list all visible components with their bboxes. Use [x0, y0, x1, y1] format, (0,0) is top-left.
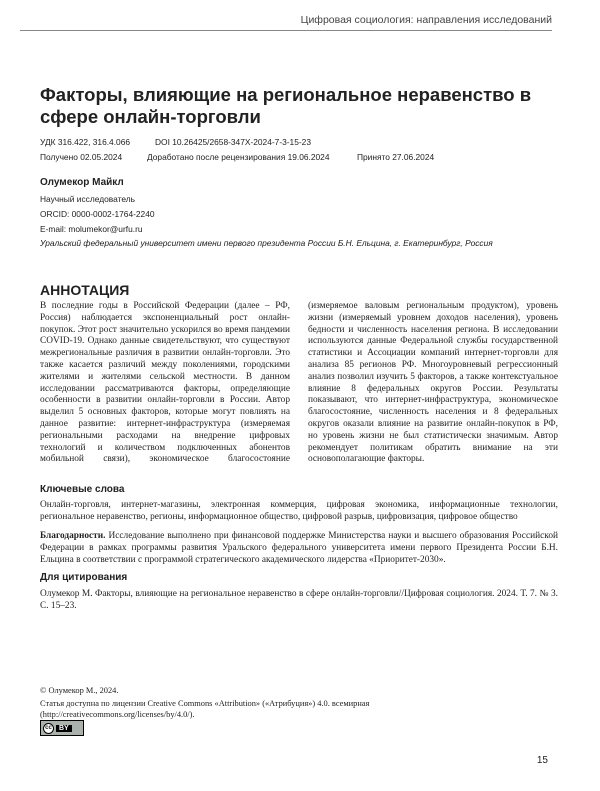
author-email: E-mail: molumekor@urfu.ru — [40, 224, 143, 234]
acknowledgment — [40, 530, 558, 566]
keywords-text: Онлайн-торговля, интернет-магазины, электронная коммерция, цифровая экономика, информационные технологии, региональное неравенство, регионы, информационное общество, цифровой разрыв, цифровизация, цифровое общество — [40, 500, 558, 522]
article-title: Факторы, влияющие на региональное неравенство в сфере онлайн-торговли — [40, 84, 532, 127]
acknowledgment-label: Благодарности. — [40, 531, 106, 541]
copyright: © Олумекор М., 2024. — [40, 686, 119, 695]
running-header: Цифровая социология: направления исследований — [20, 14, 552, 31]
author-name: Олумекор Майкл — [40, 177, 124, 188]
cc-by-license-badge[interactable] — [40, 720, 84, 736]
author-affiliation: Уральский федеральный университет имени первого президента России Б.Н. Ельцина, г. Екатеринбург, Россия — [40, 238, 493, 248]
page-number: 15 — [536, 755, 548, 766]
doi: DOI 10.26425/2658-347X-2024-7-3-15-23 — [155, 137, 311, 147]
cc-icon: cc — [43, 723, 54, 734]
abstract-heading: АННОТАЦИЯ — [40, 282, 130, 298]
license-text: Статья доступна по лицензии Creative Commons «Attribution» («Атрибуция») 4.0. всемирная (http://creativecommons.org/licenses/by/4.0/). — [40, 699, 370, 719]
author-position: Научный исследователь — [40, 194, 135, 204]
citation-text: Олумекор М. Факторы, влияющие на региональное неравенство в сфере онлайн-торговли//Цифровая социология. 2024. Т. 7. № 3. С. 15–23. — [40, 589, 558, 611]
accepted-date: Принято 27.06.2024 — [357, 152, 435, 162]
acknowledgment-text: Исследование выполнено при финансовой поддержке Министерства науки и высшего образования Российской Федерации в рамках программы развития Уральского федерального университета имени первого Президента России Б.Н. Ельцина в соответствии с программой стратегического академического лидерства «Приоритет-2030». — [40, 531, 558, 565]
author-orcid: ORCID: 0000-0002-1764-2240 — [40, 209, 155, 219]
keywords-heading: Ключевые слова — [40, 484, 125, 495]
by-icon: BY — [56, 725, 72, 732]
received-date: Получено 02.05.2024 — [40, 152, 123, 162]
udc-code: УДК 316.422, 316.4.066 — [40, 137, 131, 147]
revised-date: Доработано после рецензирования 19.06.2024 — [147, 152, 330, 162]
citation-heading: Для цитирования — [40, 572, 128, 583]
abstract-text: В последние годы в Российской Федерации (далее – РФ, Россия) наблюдается экспоненциальный рост онлайн-покупок. Этот рост значительно ускорился во время пандемии COVID-19. Однако данные свидетельствуют, что существуют межрегиональные различия в развитии онлайн-торговли. Это также касается различий между поколениями, городскими жителями и жителями сельской местности. В данном исследовании рассматриваются факторы, определяющие особенности в развитии онлайн-торговли в России. Автор выделил 5 основных факторов, которые могут повлиять на данное развитие: интернет-инфраструктура (измеряемая региональными расходами на внедрение цифровых технологий и количеством подключенных абонентов мобильной связи), экономическое благосостояние (измеряемое валовым региональным продуктом), уровень жизни (измеряемый уровнем доходов населения), уровень бедности и численность населения региона. В исследовании используются данные Федеральной службы государственной статистики и Ассоциации компаний интернет-торговли для анализа 85 регионов РФ. Многоуровневый регрессионный анализ позволил изучить 5 факторов, а также контекстуальное влияние 8 федеральных округов России. Результаты показывают, что интернет-инфраструктура, экономическое благосостояние, численность населения и 8 федеральных округов оказали влияние на развитие онлайн-покупок в РФ, но уровень жизни не был статистически значимым. Автор рекомендует политикам обратить внимание на эти основополагающие факторы. — [40, 301, 558, 465]
